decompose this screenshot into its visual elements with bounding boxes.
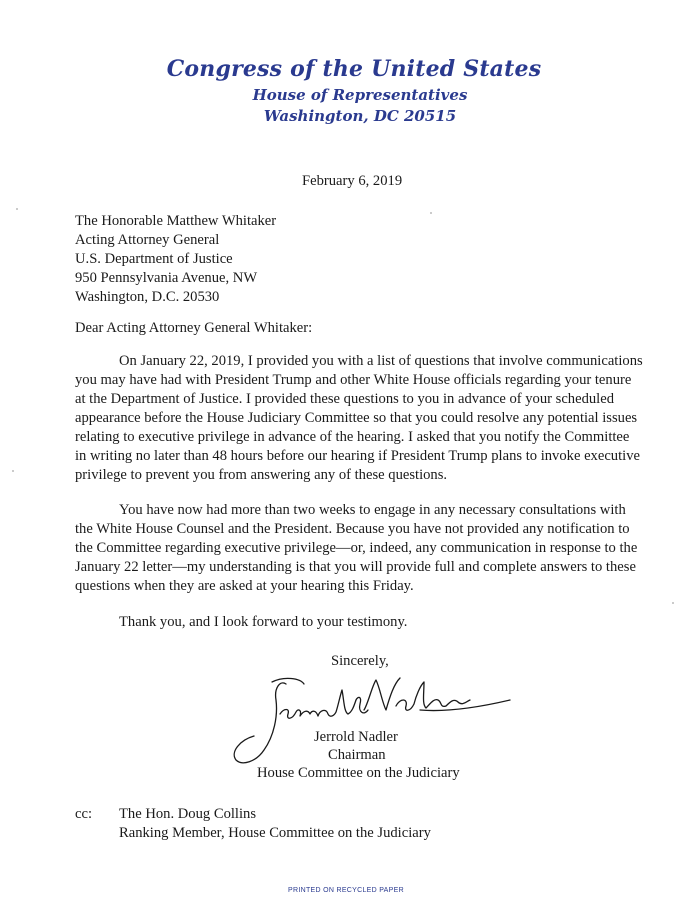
recycled-paper-footer: PRINTED ON RECYCLED PAPER xyxy=(288,887,404,894)
letterhead-address: Washington, DC 20515 xyxy=(263,107,457,125)
recipient-title: Acting Attorney General xyxy=(75,232,220,248)
closing: Sincerely, xyxy=(331,653,389,669)
letter-date: February 6, 2019 xyxy=(302,173,403,189)
paragraph-line: Thank you, and I look forward to your testimony. xyxy=(119,614,408,630)
body-paragraph-3 xyxy=(75,613,675,632)
signatory-title: Chairman xyxy=(328,747,386,763)
recipient-city: Washington, D.C. 20530 xyxy=(75,289,220,305)
recipient-organization: U.S. Department of Justice xyxy=(75,251,233,267)
letterhead-subtitle: House of Representatives xyxy=(252,86,468,104)
cc-label: cc: xyxy=(75,806,93,822)
signatory-name: Jerrold Nadler xyxy=(314,729,398,745)
paragraph-line: appearance before the House Judiciary Committee so that you could resolve any potential issues xyxy=(75,410,638,426)
letterhead-title: Congress of the United States xyxy=(166,56,542,82)
paragraph-line: in writing no later than 48 hours before our hearing if President Trump plans to invoke executive xyxy=(75,448,640,464)
signatory-committee: House Committee on the Judiciary xyxy=(257,765,460,781)
paragraph-line: On January 22, 2019, I provided you with a list of questions that involve communications xyxy=(119,353,643,369)
paragraph-line: you may have had with President Trump and other White House officials regarding your tenure xyxy=(75,372,632,388)
paragraph-line: privilege to prevent you from answering any of these questions. xyxy=(75,467,448,483)
salutation: Dear Acting Attorney General Whitaker: xyxy=(75,320,313,336)
paragraph-line: the White House Counsel and the President. Because you have not provided any notification to xyxy=(75,521,630,537)
paragraph-line: You have now had more than two weeks to engage in any necessary consultations with xyxy=(119,502,626,518)
paragraph-line: at the Department of Justice. I provided these questions to you in advance of your scheduled xyxy=(75,391,615,407)
paragraph-line: January 22 letter—my understanding is that you will provide full and complete answers to these xyxy=(75,559,636,575)
recipient-street: 950 Pennsylvania Avenue, NW xyxy=(75,270,258,286)
scan-speck xyxy=(12,470,14,472)
recipient-name: The Honorable Matthew Whitaker xyxy=(75,213,277,229)
paragraph-line: relating to executive privilege in advance of the hearing. I asked that you notify the Committee xyxy=(75,429,630,445)
cc-name: The Hon. Doug Collins xyxy=(119,806,257,822)
scan-speck xyxy=(672,602,674,604)
scan-speck xyxy=(16,208,18,210)
cc-role: Ranking Member, House Committee on the Judiciary xyxy=(119,825,431,841)
body-paragraph-1 xyxy=(75,352,675,485)
body-paragraph-2 xyxy=(75,501,675,596)
paragraph-line: questions when they are asked at your hearing this Friday. xyxy=(75,578,414,594)
scan-speck xyxy=(430,212,432,214)
paragraph-line: the Committee regarding executive privilege—or, indeed, any communication in response to the xyxy=(75,540,638,556)
